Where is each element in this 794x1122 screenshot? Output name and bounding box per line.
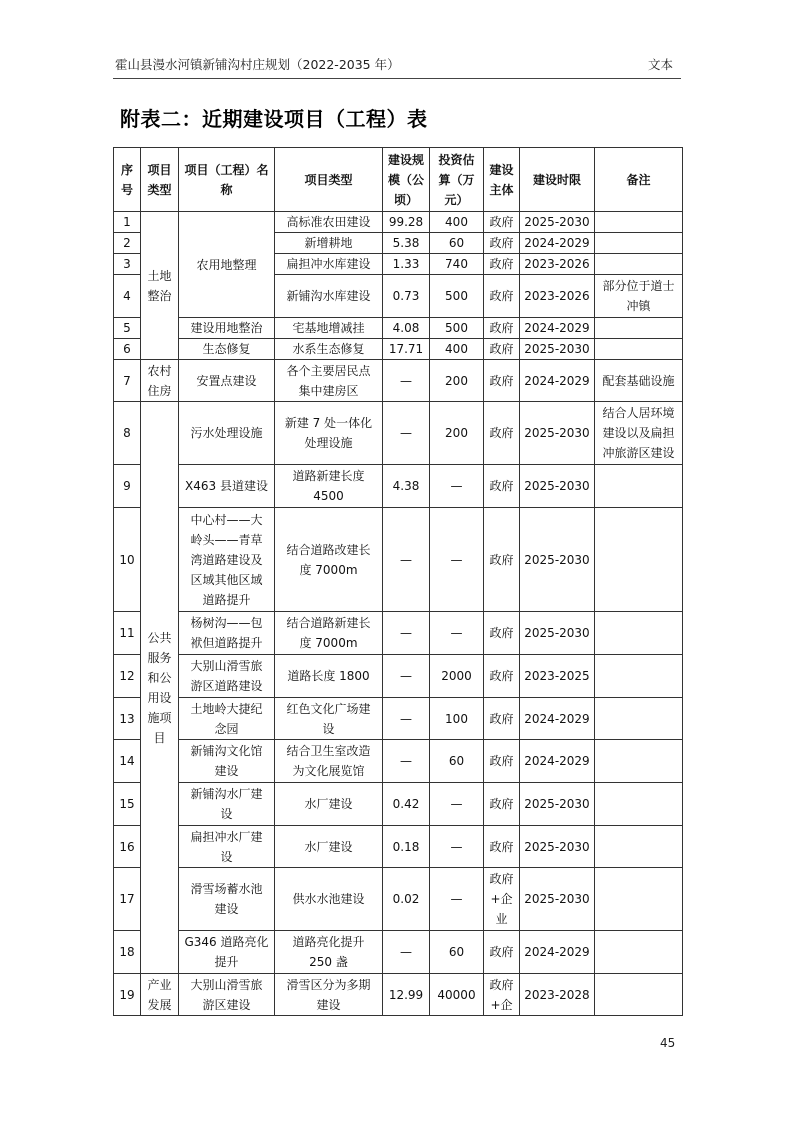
cell-subject: 政府 xyxy=(484,360,520,402)
cell-name: 新铺沟文化馆 建设 xyxy=(179,740,275,783)
cell-investment: — xyxy=(430,868,484,931)
cell-period: 2024-2029 xyxy=(520,318,595,339)
cell-period: 2025-2030 xyxy=(520,783,595,826)
cell-scale: 4.38 xyxy=(383,465,430,508)
cell-name: 杨树沟——包 袱但道路提升 xyxy=(179,612,275,655)
cell-type: 供水水池建设 xyxy=(275,868,383,931)
cell-subject: 政府 xyxy=(484,698,520,740)
cell-period: 2025-2030 xyxy=(520,465,595,508)
cell-note xyxy=(595,233,683,254)
cell-note xyxy=(595,212,683,233)
cell-type: 高标准农田建设 xyxy=(275,212,383,233)
cell-no: 8 xyxy=(114,402,141,465)
cell-scale: 17.71 xyxy=(383,339,430,360)
cell-no: 17 xyxy=(114,868,141,931)
table-row xyxy=(114,698,683,740)
cell-type: 结合道路改建长 度 7000m xyxy=(275,508,383,612)
table-row xyxy=(114,931,683,974)
cell-no: 11 xyxy=(114,612,141,655)
cell-subject: 政府 xyxy=(484,275,520,318)
cell-period: 2025-2030 xyxy=(520,612,595,655)
cell-investment: 400 xyxy=(430,339,484,360)
table-row xyxy=(114,508,683,612)
cell-note xyxy=(595,974,683,1016)
cell-period: 2025-2030 xyxy=(520,212,595,233)
cell-type: 各个主要居民点 集中建房区 xyxy=(275,360,383,402)
cell-name: 中心村——大 岭头——青草 湾道路建设及 区域其他区域 道路提升 xyxy=(179,508,275,612)
cell-no: 12 xyxy=(114,655,141,698)
cell-scale: 0.02 xyxy=(383,868,430,931)
cell-name: 扁担冲水厂建 设 xyxy=(179,826,275,868)
cell-investment: 500 xyxy=(430,275,484,318)
cell-subject: 政府 xyxy=(484,339,520,360)
table-row xyxy=(114,783,683,826)
table-title: 附表二：近期建设项目（工程）表 xyxy=(120,107,428,131)
cell-note xyxy=(595,318,683,339)
cell-period: 2023-2026 xyxy=(520,254,595,275)
cell-investment: 60 xyxy=(430,233,484,254)
cell-type: 新铺沟水库建设 xyxy=(275,275,383,318)
category-industry-development: 产业 发展 xyxy=(141,974,179,1016)
cell-investment: 40000 xyxy=(430,974,484,1016)
cell-period: 2024-2029 xyxy=(520,740,595,783)
cell-scale: 99.28 xyxy=(383,212,430,233)
cell-name: 污水处理设施 xyxy=(179,402,275,465)
cell-subject: 政府 xyxy=(484,931,520,974)
cell-name: 新铺沟水厂建 设 xyxy=(179,783,275,826)
col-header-period: 建设时限 xyxy=(520,148,595,212)
cell-period: 2025-2030 xyxy=(520,339,595,360)
page-header xyxy=(113,52,681,79)
category-public-facilities: 公共 服务 和公 用设 施项 目 xyxy=(141,402,179,974)
cell-note: 结合人居环境 建设以及扁担 冲旅游区建设 xyxy=(595,402,683,465)
cell-subject: 政府 xyxy=(484,465,520,508)
col-header-category: 项目 类型 xyxy=(141,148,179,212)
cell-subject: 政府 +企 业 xyxy=(484,868,520,931)
cell-no: 19 xyxy=(114,974,141,1016)
cell-note xyxy=(595,612,683,655)
table-row xyxy=(114,402,683,465)
cell-type: 道路亮化提升 250 盏 xyxy=(275,931,383,974)
cell-note xyxy=(595,783,683,826)
cell-note xyxy=(595,826,683,868)
cell-name: 安置点建设 xyxy=(179,360,275,402)
cell-type: 结合卫生室改造 为文化展览馆 xyxy=(275,740,383,783)
col-header-name: 项目（工程）名 称 xyxy=(179,148,275,212)
cell-scale: — xyxy=(383,360,430,402)
table-row xyxy=(114,655,683,698)
cell-note xyxy=(595,254,683,275)
cell-note xyxy=(595,339,683,360)
cell-type: 新增耕地 xyxy=(275,233,383,254)
projects-table xyxy=(113,147,683,1016)
name-farmland-consolidation: 农用地整理 xyxy=(179,212,275,318)
cell-name: X463 县道建设 xyxy=(179,465,275,508)
cell-investment: — xyxy=(430,783,484,826)
cell-investment: 2000 xyxy=(430,655,484,698)
cell-type: 新建 7 处一体化 处理设施 xyxy=(275,402,383,465)
col-header-type: 项目类型 xyxy=(275,148,383,212)
cell-investment: 740 xyxy=(430,254,484,275)
cell-note xyxy=(595,655,683,698)
cell-no: 2 xyxy=(114,233,141,254)
cell-note xyxy=(595,931,683,974)
cell-investment: — xyxy=(430,465,484,508)
col-header-no: 序 号 xyxy=(114,148,141,212)
cell-no: 3 xyxy=(114,254,141,275)
cell-no: 7 xyxy=(114,360,141,402)
cell-subject: 政府 xyxy=(484,402,520,465)
table-row xyxy=(114,212,683,233)
cell-note xyxy=(595,508,683,612)
cell-period: 2023-2026 xyxy=(520,275,595,318)
cell-name: 大别山滑雪旅 游区建设 xyxy=(179,974,275,1016)
cell-no: 10 xyxy=(114,508,141,612)
cell-period: 2024-2029 xyxy=(520,233,595,254)
cell-period: 2023-2025 xyxy=(520,655,595,698)
cell-type: 宅基地增减挂 xyxy=(275,318,383,339)
header-section-label: 文本 xyxy=(647,57,673,72)
cell-no: 9 xyxy=(114,465,141,508)
cell-investment: 200 xyxy=(430,402,484,465)
cell-subject: 政府 xyxy=(484,508,520,612)
cell-note xyxy=(595,740,683,783)
cell-subject: 政府 xyxy=(484,318,520,339)
cell-investment: 500 xyxy=(430,318,484,339)
table-row xyxy=(114,826,683,868)
cell-scale: — xyxy=(383,655,430,698)
cell-subject: 政府 xyxy=(484,612,520,655)
cell-type: 结合道路新建长 度 7000m xyxy=(275,612,383,655)
cell-no: 13 xyxy=(114,698,141,740)
cell-subject: 政府 xyxy=(484,655,520,698)
table-row xyxy=(114,465,683,508)
cell-type: 道路新建长度 4500 xyxy=(275,465,383,508)
cell-period: 2024-2029 xyxy=(520,360,595,402)
cell-name: 生态修复 xyxy=(179,339,275,360)
cell-subject: 政府 xyxy=(484,783,520,826)
cell-period: 2023-2028 xyxy=(520,974,595,1016)
cell-subject: 政府 xyxy=(484,254,520,275)
table-row xyxy=(114,612,683,655)
cell-type: 水厂建设 xyxy=(275,783,383,826)
cell-scale: 1.33 xyxy=(383,254,430,275)
cell-investment: 60 xyxy=(430,740,484,783)
cell-scale: — xyxy=(383,612,430,655)
cell-no: 5 xyxy=(114,318,141,339)
table-row xyxy=(114,360,683,402)
cell-type: 水厂建设 xyxy=(275,826,383,868)
cell-name: G346 道路亮化 提升 xyxy=(179,931,275,974)
cell-scale: 4.08 xyxy=(383,318,430,339)
cell-investment: 60 xyxy=(430,931,484,974)
cell-scale: 0.18 xyxy=(383,826,430,868)
cell-subject: 政府 xyxy=(484,233,520,254)
cell-type: 水系生态修复 xyxy=(275,339,383,360)
cell-scale: — xyxy=(383,931,430,974)
col-header-subject: 建设 主体 xyxy=(484,148,520,212)
col-header-note: 备注 xyxy=(595,148,683,212)
cell-period: 2025-2030 xyxy=(520,826,595,868)
cell-name: 滑雪场蓄水池 建设 xyxy=(179,868,275,931)
table-row xyxy=(114,339,683,360)
cell-period: 2025-2030 xyxy=(520,868,595,931)
cell-no: 1 xyxy=(114,212,141,233)
cell-note xyxy=(595,465,683,508)
header-document-title: 霍山县漫水河镇新铺沟村庄规划（2022-2035 年） xyxy=(115,57,400,72)
table-header-row xyxy=(114,148,683,212)
category-rural-housing: 农村 住房 xyxy=(141,360,179,402)
cell-scale: — xyxy=(383,402,430,465)
cell-scale: — xyxy=(383,508,430,612)
category-land-consolidation: 土地 整治 xyxy=(141,212,179,360)
cell-name: 土地岭大捷纪 念园 xyxy=(179,698,275,740)
cell-no: 15 xyxy=(114,783,141,826)
cell-type: 扁担冲水库建设 xyxy=(275,254,383,275)
cell-name: 建设用地整治 xyxy=(179,318,275,339)
cell-period: 2024-2029 xyxy=(520,698,595,740)
cell-period: 2025-2030 xyxy=(520,508,595,612)
cell-scale: — xyxy=(383,698,430,740)
cell-subject: 政府 xyxy=(484,212,520,233)
cell-no: 16 xyxy=(114,826,141,868)
cell-type: 红色文化广场建 设 xyxy=(275,698,383,740)
cell-period: 2024-2029 xyxy=(520,931,595,974)
table-row xyxy=(114,740,683,783)
cell-investment: 400 xyxy=(430,212,484,233)
cell-no: 6 xyxy=(114,339,141,360)
cell-scale: 12.99 xyxy=(383,974,430,1016)
cell-note xyxy=(595,868,683,931)
cell-note xyxy=(595,698,683,740)
cell-scale: 5.38 xyxy=(383,233,430,254)
cell-investment: 200 xyxy=(430,360,484,402)
cell-no: 4 xyxy=(114,275,141,318)
cell-scale: 0.42 xyxy=(383,783,430,826)
cell-investment: — xyxy=(430,508,484,612)
table-row xyxy=(114,868,683,931)
col-header-scale: 建设规 模（公 顷） xyxy=(383,148,430,212)
table-row xyxy=(114,974,683,1016)
cell-note: 配套基础设施 xyxy=(595,360,683,402)
cell-period: 2025-2030 xyxy=(520,402,595,465)
cell-subject: 政府 xyxy=(484,740,520,783)
cell-type: 滑雪区分为多期 建设 xyxy=(275,974,383,1016)
cell-type: 道路长度 1800 xyxy=(275,655,383,698)
cell-investment: — xyxy=(430,612,484,655)
cell-no: 18 xyxy=(114,931,141,974)
cell-scale: — xyxy=(383,740,430,783)
col-header-investment: 投资估 算（万 元） xyxy=(430,148,484,212)
table-row xyxy=(114,318,683,339)
page-number: 45 xyxy=(660,1036,676,1050)
cell-subject: 政府 xyxy=(484,826,520,868)
cell-name: 大别山滑雪旅 游区道路建设 xyxy=(179,655,275,698)
cell-note: 部分位于道士 冲镇 xyxy=(595,275,683,318)
cell-investment: — xyxy=(430,826,484,868)
cell-no: 14 xyxy=(114,740,141,783)
cell-subject: 政府 +企 xyxy=(484,974,520,1016)
cell-investment: 100 xyxy=(430,698,484,740)
cell-scale: 0.73 xyxy=(383,275,430,318)
